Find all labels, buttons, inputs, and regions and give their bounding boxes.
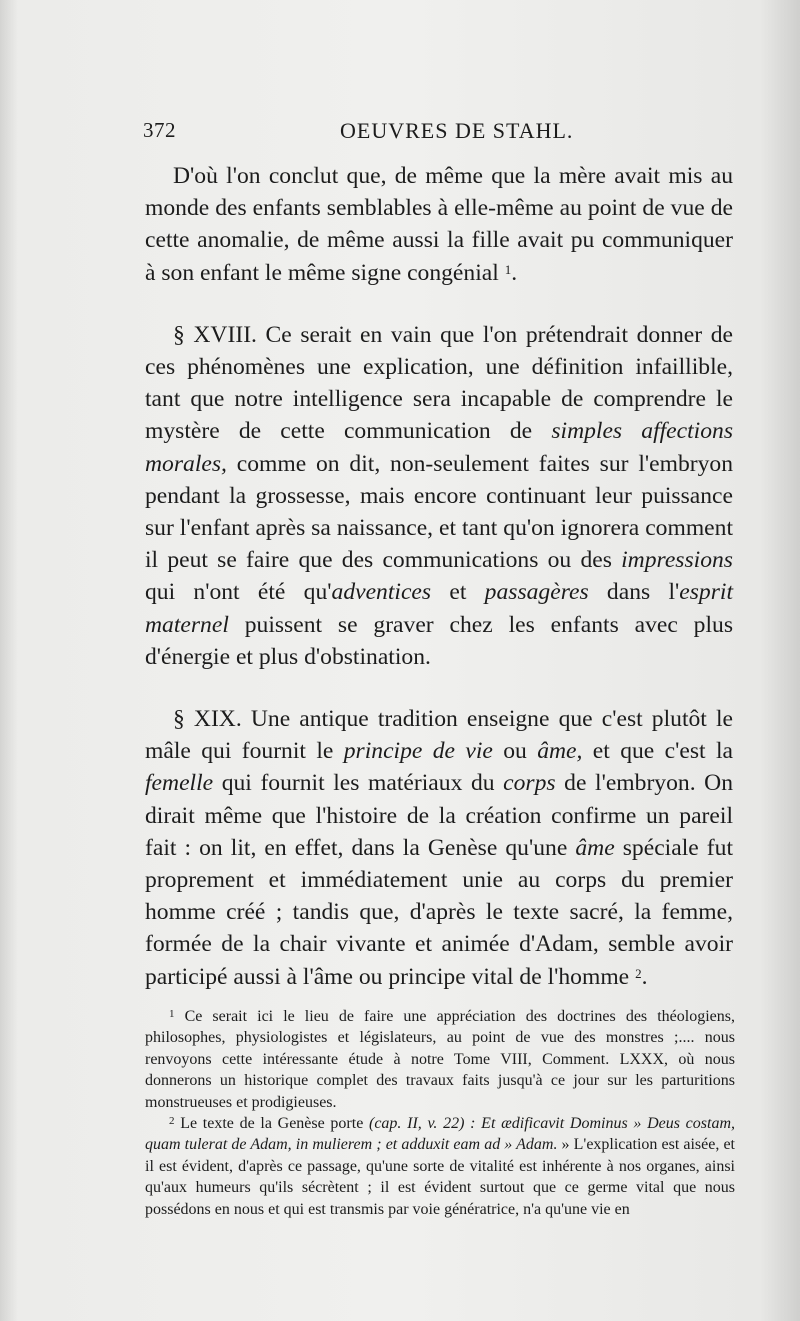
italic-run: femelle <box>145 770 214 797</box>
text-run: ou <box>492 738 538 765</box>
footnote-ref-1: 1 <box>504 261 512 277</box>
footnotes <box>145 1006 735 1220</box>
text-run: et <box>431 579 485 606</box>
section-label: § XIX. <box>173 706 242 733</box>
section-xviii <box>145 319 733 673</box>
italic-run: adventices <box>331 579 432 606</box>
italic-run: passagères <box>484 579 589 606</box>
section-xix <box>145 703 733 993</box>
page-header <box>143 118 735 152</box>
text-run: Une antique tradition enseigne que c'est plutôt le mâle qui fournit le <box>145 706 733 765</box>
paragraph-conclusion <box>145 160 733 289</box>
footnote-2 <box>145 1113 735 1220</box>
section-label: § XVIII. <box>173 321 257 348</box>
italic-run: âme, <box>537 738 583 765</box>
footnote-text: » L'explication est aisée, et il est évident, d'après ce passage, qu'une sorte de vitalité est inhérente à nos organes, ainsi qu'aux humeurs qu'ils sécrètent ; il est évident surtout que ce germe vital que nous possédons en nous et qui est transmis par voie génératrice, n'a qu'une vie en <box>145 1136 736 1218</box>
footnote-marker: 2 <box>169 1115 175 1128</box>
paragraph-text: D'où l'on conclut que, de même que la mère avait mis au monde des enfants semblables à elle-même au point de vue de cette anomalie, de même aussi la fille avait pu communiquer à son enfant le même signe congénial <box>145 163 733 286</box>
footnote-ref-2: 2 <box>635 965 642 981</box>
text-run: de l'embryon. On dirait même que l'histoire de la création confirme un pareil fait : on lit, en effet, dans la Genèse qu'une <box>145 770 734 861</box>
running-title: OEUVRES DE STAHL. <box>340 118 574 143</box>
italic-run: corps <box>503 770 556 797</box>
footnote-text: Ce serait ici le lieu de faire une appréciation des doctrines des théologiens, philosophes, physiologistes et législateurs, au point de vue des monstres ;.... nous renvoyons cette intéressante étude à notre Tome VIII, Comment. LXXX, où nous donnerons un historique complet des travaux faits jusqu'à ce jour sur les parturitions monstrueuses et prodigieuses. <box>145 1008 735 1111</box>
paragraph-end: . <box>641 963 648 990</box>
main-text <box>145 160 733 993</box>
paragraph-end: . <box>511 259 518 286</box>
text-run: spéciale fut proprement et immédiatement unie au corps du premier homme créé ; tandis que, d'après le texte sacré, la femme, formée de la chair vivante et animée d'Adam, semble avoir participé aussi à l'âme ou principe vital de l'homme <box>145 834 734 990</box>
text-run: qui n'ont été qu' <box>145 579 332 606</box>
text-run: dans l' <box>588 579 680 606</box>
footnote-text: Le texte de la Genèse porte <box>174 1115 369 1133</box>
footnote-latin-quote: (cap. II, v. 22) : Et ædificavit Dominus » Deus costam, quam tulerat de Adam, in mulierem ; et adduxit eam ad » Adam. <box>145 1115 735 1154</box>
italic-run: impressions <box>621 547 733 574</box>
page-number: 372 <box>143 118 176 142</box>
text-run: puissent se graver chez les enfants avec plus d'énergie et plus d'obstination. <box>145 611 733 670</box>
text-run: comme on dit, non-seulement faites sur l'embryon pendant la grossesse, mais encore continuant leur puissance sur l'enfant après sa naissance, et tant qu'on ignorera comment il peut se faire que des communications ou des <box>145 450 733 574</box>
italic-run: simples affections morales, <box>145 418 734 477</box>
footnote-1 <box>145 1006 735 1113</box>
text-run: qui fournit les matériaux du <box>213 770 504 797</box>
footnote-marker: 1 <box>169 1008 175 1020</box>
italic-run: principe de vie <box>343 738 493 765</box>
italic-run: esprit maternel <box>145 579 734 638</box>
text-run: et que c'est la <box>582 738 733 765</box>
italic-run: âme <box>575 834 615 861</box>
text-run: Ce serait en vain que l'on prétendrait donner de ces phénomènes une explication, une définition infaillible, tant que notre intelligence sera incapable de comprendre le mystère de cette communication de <box>145 321 733 445</box>
